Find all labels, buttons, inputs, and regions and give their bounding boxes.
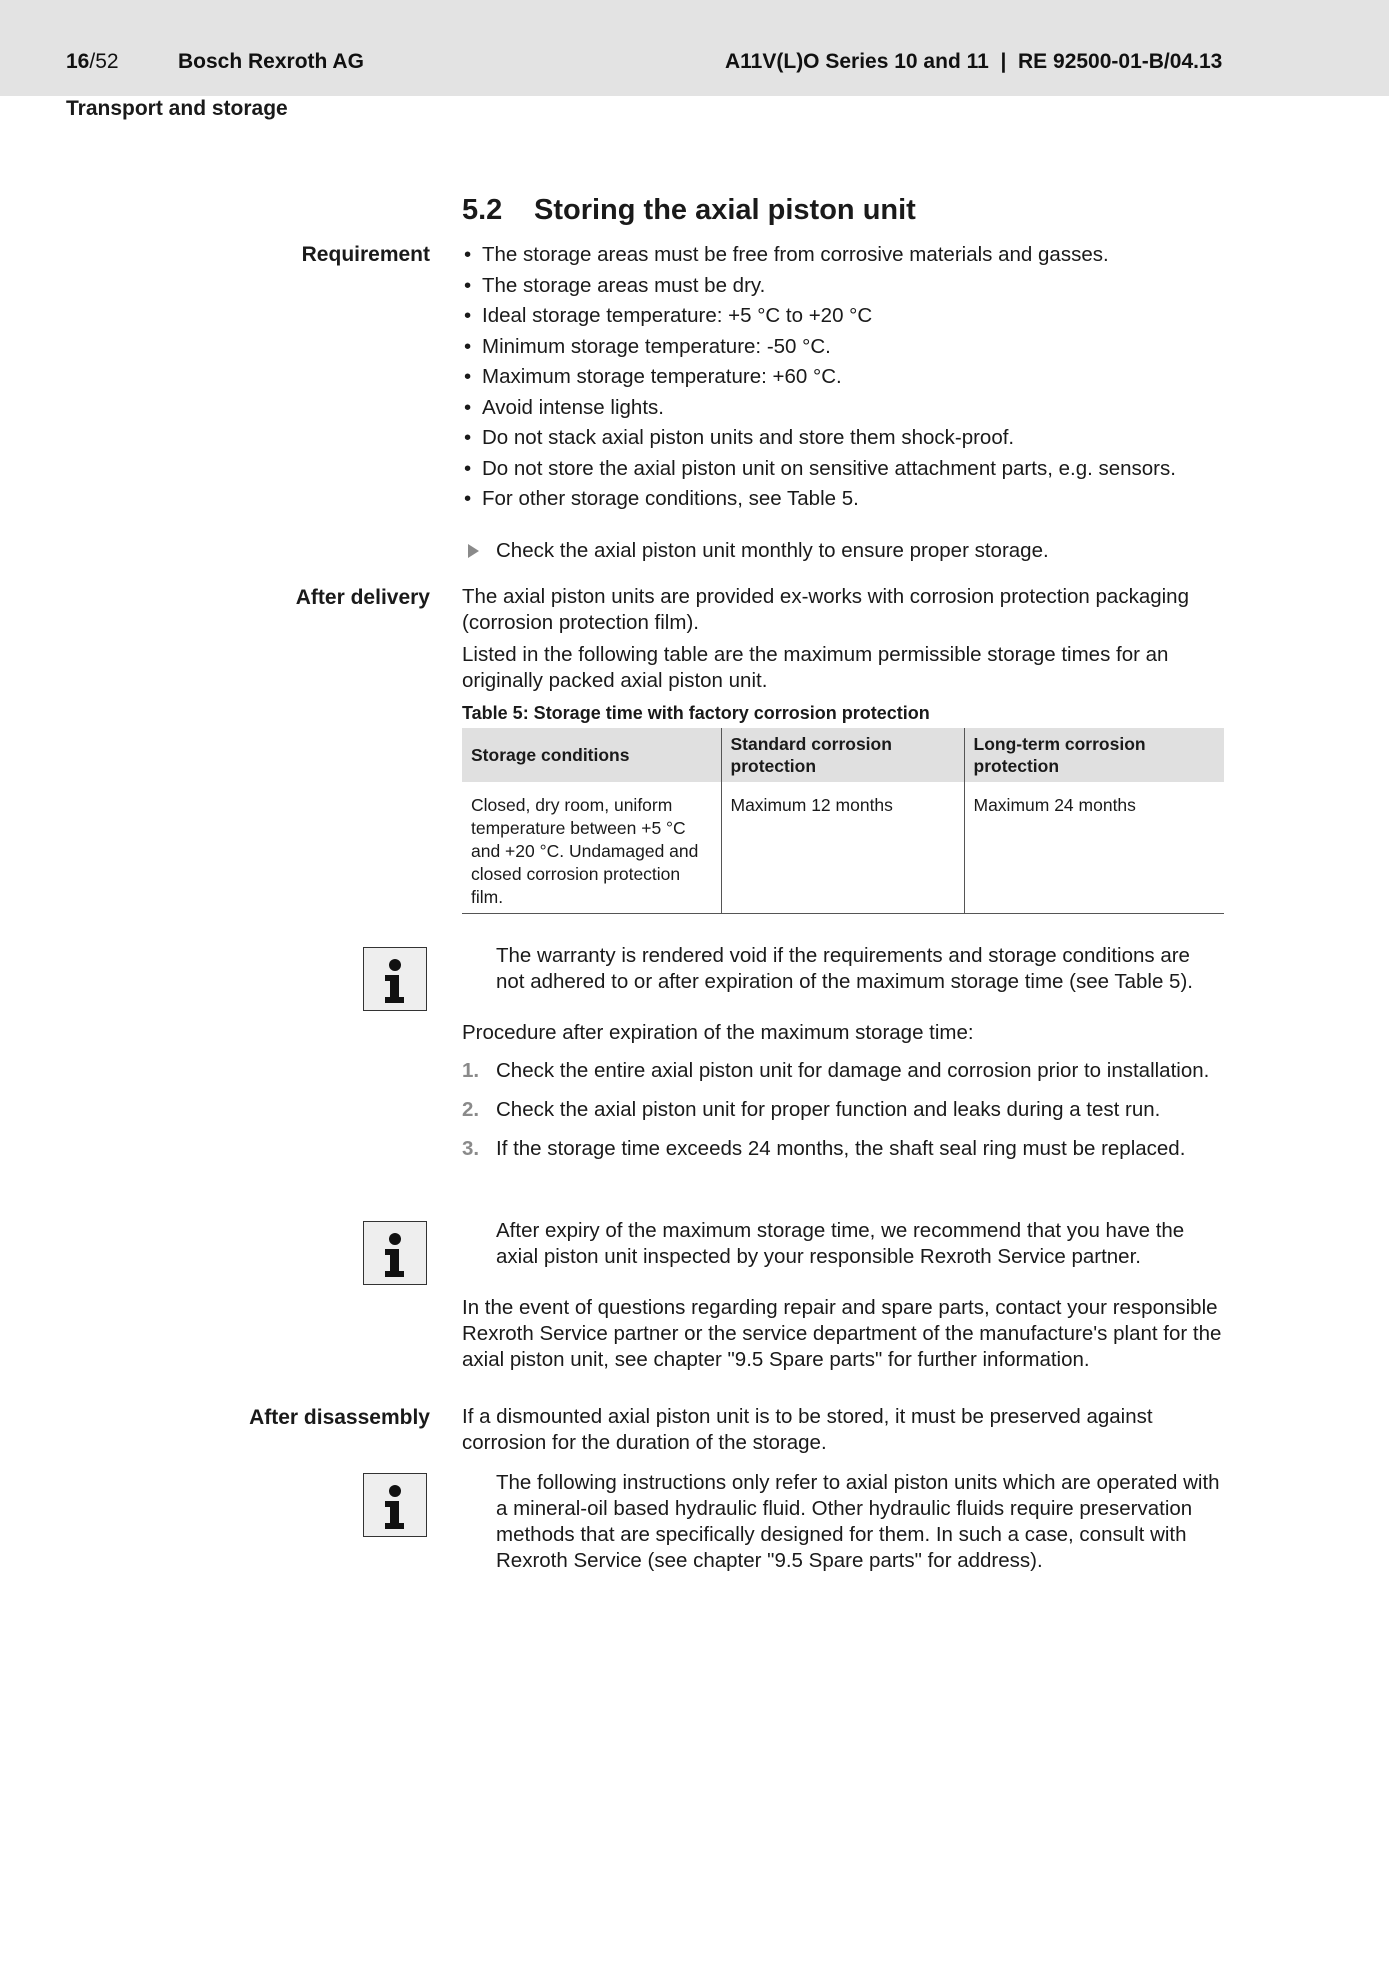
page-number <box>66 49 119 75</box>
list-item <box>462 1136 1224 1162</box>
table-header-cell: Storage conditions <box>462 728 721 782</box>
list-item <box>462 1097 1224 1123</box>
step-text: Check the axial piston unit for proper function and leaks during a test run. <box>496 1098 1161 1121</box>
info-icon <box>363 947 427 1011</box>
hydraulic-fluid-note: The following instructions only refer to axial piston units which are operated with a mineral-oil based hydraulic fluid. Other hydraulic fluids require preservation methods that are specifically designed for them. In such a case, consult with Rexroth Service (see chapter "9.5 Spare parts" for address). <box>496 1471 1220 1572</box>
section-number: 5.2 <box>462 194 503 226</box>
step-number: 1. <box>462 1059 480 1082</box>
table-header-cell: Standard corrosion protection <box>721 728 964 782</box>
info-icon <box>363 1221 427 1285</box>
after-delivery-para-1: The axial piston units are provided ex-works with corrosion protection packaging (corrosion protection film). <box>462 585 1189 634</box>
after-delivery-para-2: Listed in the following table are the maximum permissible storage times for an originally packed axial piston unit. <box>462 643 1169 692</box>
step-number: 3. <box>462 1137 480 1160</box>
list-item: • The storage areas must be free from corrosive materials and gasses. <box>462 240 1222 271</box>
table-header-cell: Long-term corrosion protection <box>964 728 1224 782</box>
after-disassembly-paragraph: If a dismounted axial piston unit is to be stored, it must be preserved against corrosion for the duration of the storage. <box>462 1405 1153 1454</box>
side-label-requirement: Requirement <box>301 243 430 266</box>
side-label-after-delivery: After delivery <box>295 586 430 609</box>
step-number: 2. <box>462 1098 480 1121</box>
table-header-row <box>462 728 1224 782</box>
requirements-list <box>462 240 1222 515</box>
page-header <box>0 0 1389 96</box>
info-icon <box>363 1473 427 1537</box>
list-item: • For other storage conditions, see Table 5. <box>462 484 1222 515</box>
list-item: • Ideal storage temperature: +5 °C to +20 °C <box>462 301 1222 332</box>
warranty-note: The warranty is rendered void if the requirements and storage conditions are not adhered to or after expiration of the maximum storage time (see Table 5). <box>496 944 1193 993</box>
table-caption: Table 5: Storage time with factory corrosion protection <box>462 703 930 723</box>
table-row <box>462 782 1224 914</box>
action-text: Check the axial piston unit monthly to ensure proper storage. <box>496 539 1049 562</box>
questions-paragraph: In the event of questions regarding repair and spare parts, contact your responsible Rexroth Service partner or the service department of the manufacture's plant for the axial piston unit, see chapter "9.5 Spare parts" for further information. <box>462 1296 1222 1371</box>
storage-time-table <box>462 728 1224 914</box>
list-item: • Do not store the axial piston unit on sensitive attachment parts, e.g. sensors. <box>462 454 1222 485</box>
list-item: • The storage areas must be dry. <box>462 271 1222 302</box>
list-item: • Avoid intense lights. <box>462 393 1222 424</box>
section-title <box>462 193 916 227</box>
page-current: 16 <box>66 50 90 73</box>
list-item <box>462 1058 1224 1084</box>
action-arrow-icon <box>468 544 479 558</box>
list-item: • Maximum storage temperature: +60 °C. <box>462 362 1222 393</box>
table-cell: Maximum 24 months <box>964 782 1224 914</box>
action-step <box>462 538 1256 564</box>
side-label-after-disassembly: After disassembly <box>249 1406 430 1429</box>
company-name: Bosch Rexroth AG <box>178 50 364 73</box>
step-text: If the storage time exceeds 24 months, the shaft seal ring must be replaced. <box>496 1137 1186 1160</box>
step-text: Check the entire axial piston unit for damage and corrosion prior to installation. <box>496 1059 1210 1082</box>
list-item: • Do not stack axial piston units and store them shock-proof. <box>462 423 1222 454</box>
list-item: • Minimum storage temperature: -50 °C. <box>462 332 1222 363</box>
document-reference: A11V(L)O Series 10 and 11 | RE 92500-01-B/04.13 <box>725 50 1223 73</box>
section-header: Transport and storage <box>66 97 288 120</box>
inspection-note: After expiry of the maximum storage time, we recommend that you have the axial piston unit inspected by your responsible Rexroth Service partner. <box>496 1219 1185 1268</box>
table-cell: Closed, dry room, uniform temperature between +5 °C and +20 °C. Undamaged and closed corrosion protection film. <box>471 795 699 907</box>
page-total: /52 <box>89 50 119 73</box>
procedure-steps <box>462 1058 1224 1175</box>
procedure-intro: Procedure after expiration of the maximum storage time: <box>462 1021 974 1044</box>
table-cell: Maximum 12 months <box>721 782 964 914</box>
section-title-text: Storing the axial piston unit <box>534 194 916 226</box>
